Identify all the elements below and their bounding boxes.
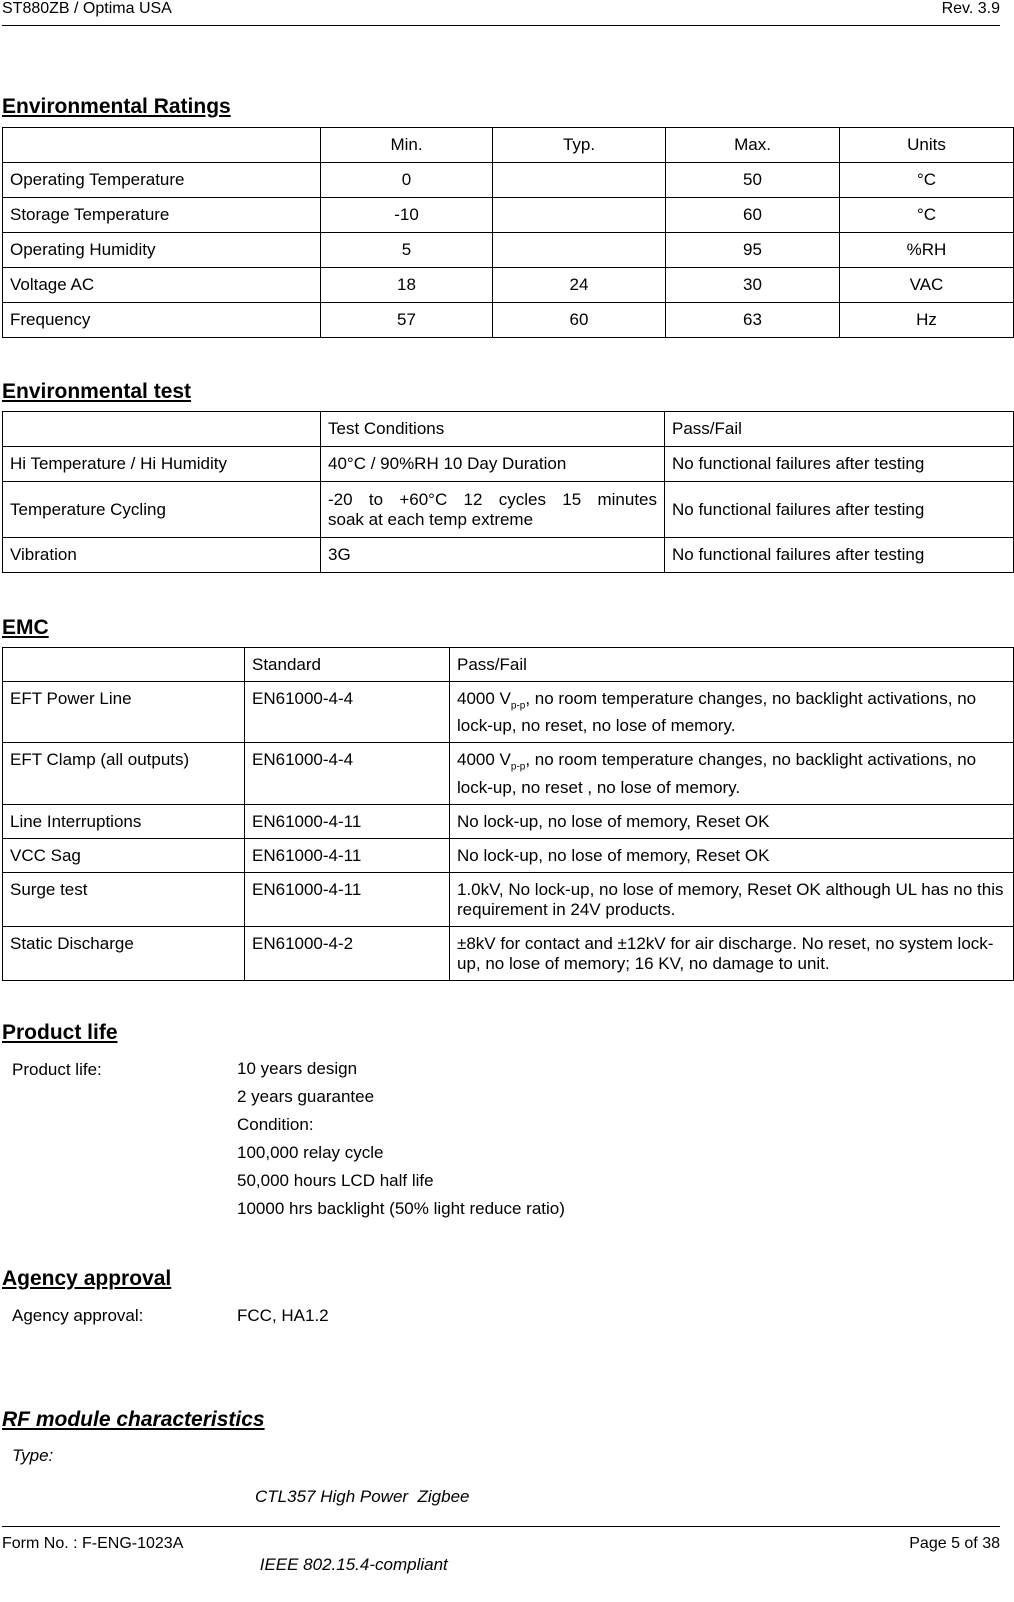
test-result: No functional failures after testing bbox=[665, 538, 1014, 573]
header-cell: Test Conditions bbox=[321, 412, 665, 447]
test-result: No functional failures after testing bbox=[665, 482, 1014, 538]
vpp-value: 4000 V bbox=[457, 750, 511, 770]
test-result: No functional failures after testing bbox=[665, 447, 1014, 482]
env-ratings-title: Environmental Ratings bbox=[2, 95, 231, 118]
test-conditions: 3G bbox=[321, 538, 665, 573]
table-row bbox=[3, 838, 1014, 872]
emc-result: No lock-up, no lose of memory, Reset OK bbox=[450, 804, 1014, 838]
emc-standard: EN61000-4-2 bbox=[245, 926, 450, 980]
emc-result: No lock-up, no lose of memory, Reset OK bbox=[450, 838, 1014, 872]
min-cell: -10 bbox=[321, 198, 493, 233]
product-life-line: 2 years guarantee bbox=[237, 1087, 375, 1106]
test-name: Vibration bbox=[3, 538, 321, 573]
vpp-subscript: p-p bbox=[510, 700, 526, 712]
page-number: Page 5 of 38 bbox=[909, 1535, 1000, 1552]
test-conditions bbox=[321, 482, 665, 538]
table-row bbox=[3, 743, 1014, 804]
product-life-label: Product life: bbox=[12, 1060, 102, 1079]
row-label: Frequency bbox=[3, 303, 321, 338]
header-cell: Units bbox=[840, 128, 1014, 163]
table-row bbox=[3, 268, 1014, 303]
typ-cell bbox=[493, 233, 666, 268]
emc-standard: EN61000-4-11 bbox=[245, 838, 450, 872]
product-life-title: Product life bbox=[2, 1021, 118, 1044]
table-row bbox=[3, 872, 1014, 926]
row-label: Storage Temperature bbox=[3, 198, 321, 233]
typ-cell bbox=[493, 163, 666, 198]
header-cell: Typ. bbox=[493, 128, 666, 163]
header-cell bbox=[3, 412, 321, 447]
units-cell: °C bbox=[840, 198, 1014, 233]
min-cell: 18 bbox=[321, 268, 493, 303]
table-row bbox=[3, 163, 1014, 198]
min-cell: 0 bbox=[321, 163, 493, 198]
typ-cell: 24 bbox=[493, 268, 666, 303]
emc-standard: EN61000-4-11 bbox=[245, 804, 450, 838]
emc-standard: EN61000-4-4 bbox=[245, 743, 450, 804]
table-header-row bbox=[3, 648, 1014, 682]
emc-test-name: Line Interruptions bbox=[3, 804, 245, 838]
table-row bbox=[3, 682, 1014, 743]
test-conditions-line2: soak at each temp extreme bbox=[328, 509, 534, 529]
table-row bbox=[3, 233, 1014, 268]
units-cell: °C bbox=[840, 163, 1014, 198]
table-row bbox=[3, 198, 1014, 233]
emc-result-text: , no room temperature changes, no backlight activations, no lock-up, no reset , no lose of memory. bbox=[457, 750, 977, 797]
emc-result: 1.0kV, No lock-up, no lose of memory, Reset OK although UL has no this requirement in 24V products. bbox=[450, 872, 1014, 926]
emc-test-name: EFT Power Line bbox=[3, 682, 245, 743]
test-name: Temperature Cycling bbox=[3, 482, 321, 538]
emc-standard: EN61000-4-4 bbox=[245, 682, 450, 743]
product-life-line: 50,000 hours LCD half life bbox=[237, 1171, 434, 1190]
agency-label: Agency approval: bbox=[12, 1306, 144, 1325]
emc-result bbox=[450, 743, 1014, 804]
max-cell: 60 bbox=[666, 198, 840, 233]
emc-test-name: VCC Sag bbox=[3, 838, 245, 872]
agency-title: Agency approval bbox=[2, 1267, 172, 1290]
rf-type-details bbox=[255, 1446, 470, 1602]
units-cell: VAC bbox=[840, 268, 1014, 303]
row-label: Voltage AC bbox=[3, 268, 321, 303]
emc-standard: EN61000-4-11 bbox=[245, 872, 450, 926]
emc-result bbox=[450, 682, 1014, 743]
header-cell: Pass/Fail bbox=[665, 412, 1014, 447]
table-row bbox=[3, 538, 1014, 573]
header-cell bbox=[3, 128, 321, 163]
header-cell bbox=[3, 648, 245, 682]
emc-test-name: EFT Clamp (all outputs) bbox=[3, 743, 245, 804]
table-row bbox=[3, 303, 1014, 338]
test-conditions-line1: -20 to +60°C 12 cycles 15 minutes bbox=[328, 489, 657, 509]
product-life-details bbox=[237, 1058, 565, 1226]
emc-test-name: Static Discharge bbox=[3, 926, 245, 980]
max-cell: 30 bbox=[666, 268, 840, 303]
page-footer bbox=[2, 1526, 1000, 1553]
min-cell: 5 bbox=[321, 233, 493, 268]
agency-value: FCC, HA1.2 bbox=[237, 1306, 329, 1325]
header-cell: Pass/Fail bbox=[450, 648, 1014, 682]
min-cell: 57 bbox=[321, 303, 493, 338]
rf-type-line: CTL357 High Power Zigbee bbox=[255, 1487, 470, 1506]
units-cell: %RH bbox=[840, 233, 1014, 268]
env-test-title: Environmental test bbox=[2, 380, 192, 403]
rf-title: RF module characteristics bbox=[2, 1408, 265, 1431]
table-row bbox=[3, 447, 1014, 482]
header-revision: Rev. 3.9 bbox=[941, 0, 1000, 17]
env-test-table bbox=[2, 411, 1014, 573]
vpp-subscript: p-p bbox=[510, 761, 526, 773]
header-cell: Standard bbox=[245, 648, 450, 682]
test-name: Hi Temperature / Hi Humidity bbox=[3, 447, 321, 482]
vpp-value: 4000 V bbox=[457, 689, 511, 708]
emc-title: EMC bbox=[2, 616, 49, 639]
product-life-line: 100,000 relay cycle bbox=[237, 1143, 384, 1162]
max-cell: 63 bbox=[666, 303, 840, 338]
page-header bbox=[2, 0, 1000, 26]
header-cell: Max. bbox=[666, 128, 840, 163]
emc-result: ±8kV for contact and ±12kV for air discharge. No reset, no system lock-up, no lose of memory; 16 KV, no damage to unit. bbox=[450, 926, 1014, 980]
table-row bbox=[3, 482, 1014, 538]
table-row bbox=[3, 926, 1014, 980]
row-label: Operating Humidity bbox=[3, 233, 321, 268]
max-cell: 50 bbox=[666, 163, 840, 198]
product-life-line: 10 years design bbox=[237, 1059, 358, 1078]
env-ratings-table bbox=[2, 127, 1014, 338]
emc-table bbox=[2, 647, 1014, 981]
header-doc-title: ST880ZB / Optima USA bbox=[2, 0, 172, 17]
rf-type-line: IEEE 802.15.4-compliant bbox=[255, 1555, 448, 1574]
emc-test-name: Surge test bbox=[3, 872, 245, 926]
product-life-line: 10000 hrs backlight (50% light reduce ratio) bbox=[237, 1199, 565, 1218]
table-header-row bbox=[3, 128, 1014, 163]
form-number: Form No. : F-ENG-1023A bbox=[2, 1535, 184, 1552]
typ-cell: 60 bbox=[493, 303, 666, 338]
table-header-row bbox=[3, 412, 1014, 447]
typ-cell bbox=[493, 198, 666, 233]
header-cell: Min. bbox=[321, 128, 493, 163]
units-cell: Hz bbox=[840, 303, 1014, 338]
row-label: Operating Temperature bbox=[3, 163, 321, 198]
product-life-line: Condition: bbox=[237, 1115, 314, 1134]
table-row bbox=[3, 804, 1014, 838]
max-cell: 95 bbox=[666, 233, 840, 268]
test-conditions: 40°C / 90%RH 10 Day Duration bbox=[321, 447, 665, 482]
emc-result-text: , no room temperature changes, no backlight activations, no lock-up, no reset, no lose of memory. bbox=[457, 689, 977, 736]
rf-type-label: Type: bbox=[12, 1446, 54, 1465]
